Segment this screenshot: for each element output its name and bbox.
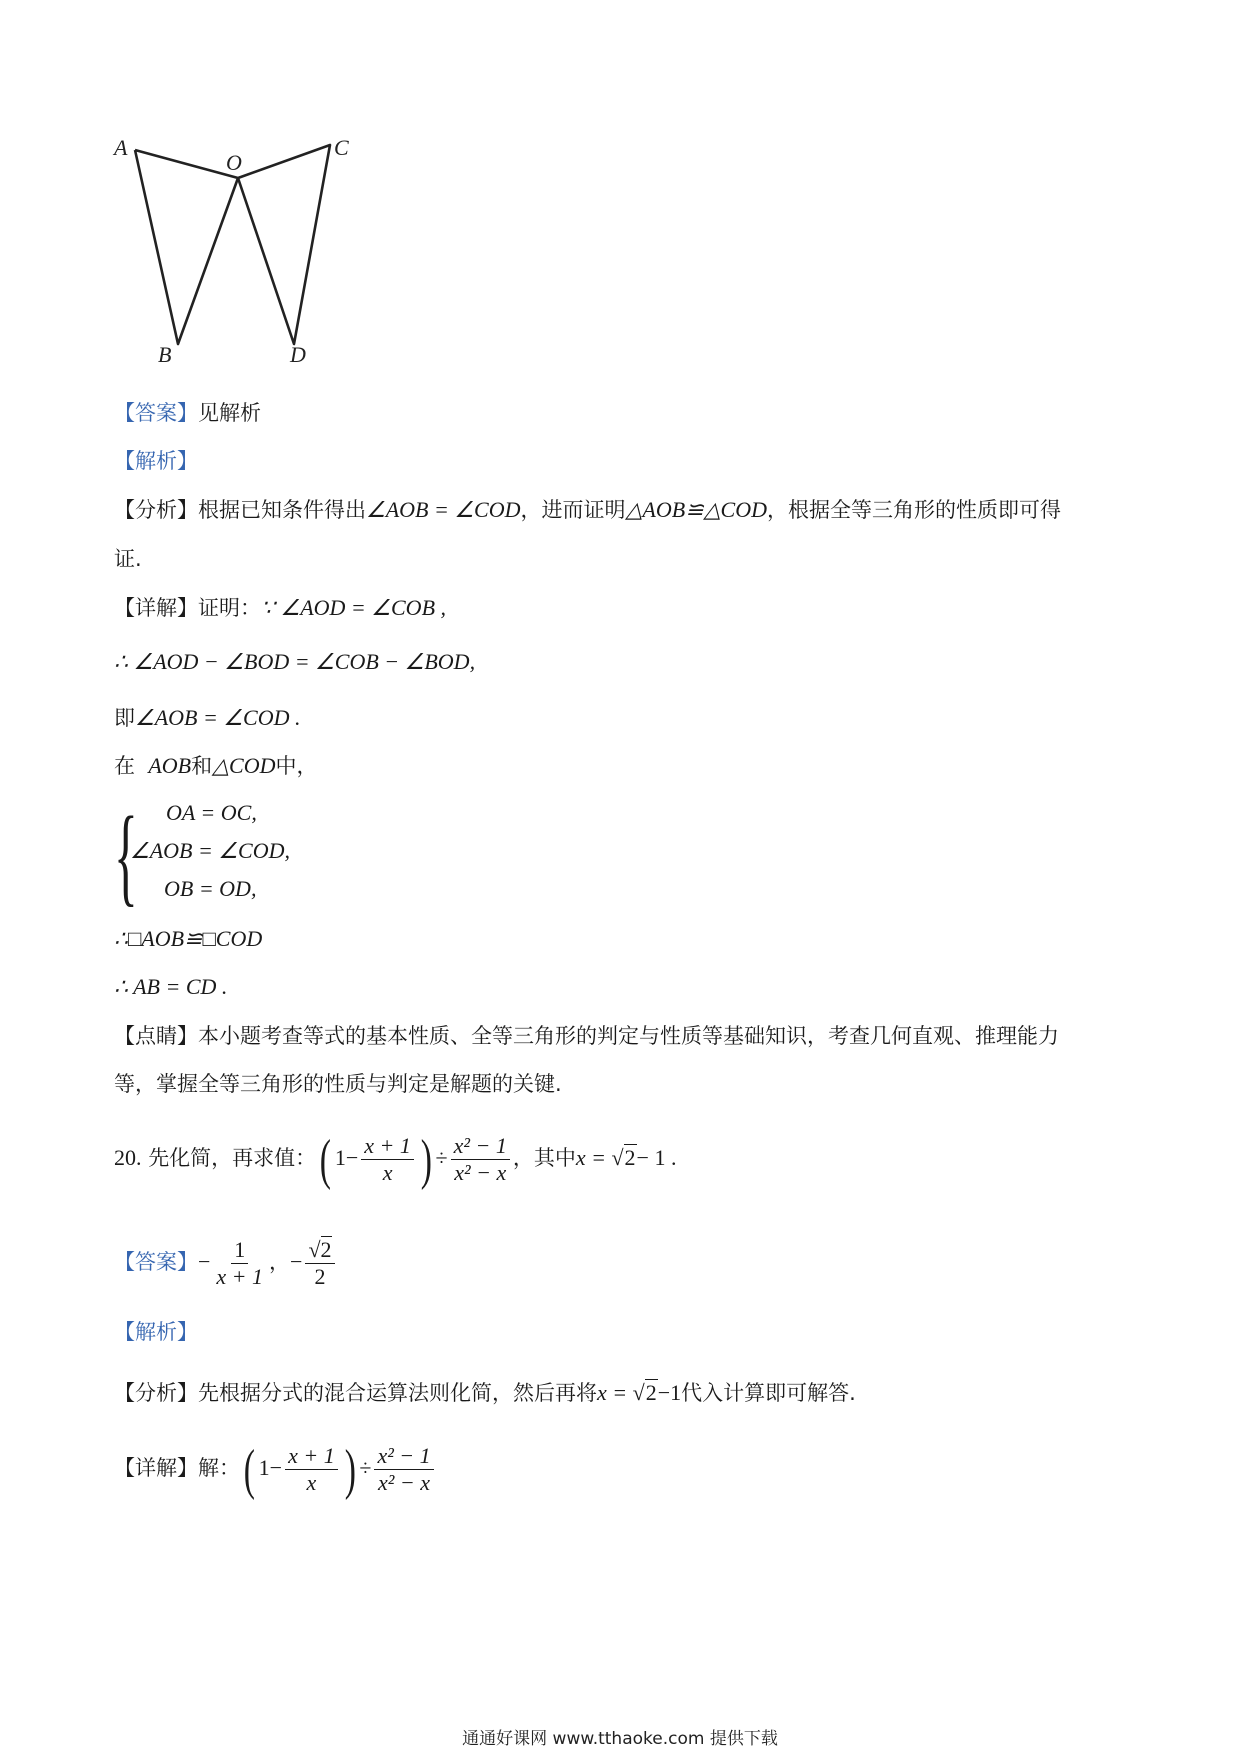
sol-frac-2 — [374, 1443, 433, 1496]
left-paren: ( — [319, 1128, 332, 1191]
frac1-den: x — [382, 1160, 393, 1185]
q19-dianjing-line-2 — [114, 1069, 562, 1099]
ans-frac1-num: 1 — [231, 1237, 248, 1264]
q19-step-5: ∴ AB = CD . — [114, 974, 228, 999]
sol-right-paren: ) — [344, 1438, 356, 1501]
q19-fenxi-line-2 — [114, 544, 142, 574]
fenxi-math-1: ∠AOB = ∠COD — [366, 497, 521, 522]
q20-fenxi-math: x = — [597, 1380, 633, 1405]
ans-frac2-num: √2 — [305, 1237, 334, 1264]
q19-step-2 — [114, 703, 301, 733]
xiangjie-tag: 【详解】 — [114, 596, 198, 620]
fenxi-text-3: ，根据全等三角形的性质即可得 — [767, 498, 1062, 522]
q20-answer-line — [114, 1232, 338, 1292]
right-paren: ) — [420, 1128, 432, 1191]
sol-one: 1 — [258, 1455, 270, 1480]
q20-cond-math: x = — [575, 1145, 612, 1170]
ans-sep: ， — [269, 1250, 291, 1274]
sol-frac-1 — [285, 1443, 338, 1496]
q20-one: 1 — [334, 1145, 346, 1170]
left-brace: { — [114, 794, 138, 916]
step3-math-2: △COD — [212, 753, 276, 778]
label-A: A — [114, 135, 128, 160]
frac2-num: x² − 1 — [451, 1133, 510, 1160]
q19-dianjing-line-1 — [114, 1021, 1059, 1051]
q19-fenxi-line — [114, 495, 1061, 525]
ans-frac2-den: 2 — [314, 1264, 326, 1289]
q20-sqrt: √2 — [611, 1145, 636, 1170]
ans-neg-2: − — [290, 1249, 303, 1274]
label-B: B — [158, 342, 172, 367]
q20-fenxi-text-1: 先根据分式的混合运算法则化简，然后再将 — [198, 1381, 597, 1405]
fenxi-text-1: 根据已知条件得出 — [198, 498, 366, 522]
sol-div: ÷ — [359, 1455, 372, 1480]
figure-left-triangle — [135, 150, 238, 344]
q20-cond-prefix: ，其中 — [512, 1146, 576, 1170]
page-footer: 通通好课网 www.tthaoke.com 提供下载 — [462, 1729, 778, 1749]
sqrt-radicand: 2 — [624, 1145, 636, 1170]
q20-fenxi-line — [114, 1378, 856, 1408]
step3-prefix: 在 — [114, 754, 135, 778]
ans-sqrt-radicand: 2 — [320, 1237, 332, 1262]
answer-tag: 【答案】 — [114, 401, 198, 425]
q20-fenxi-sqrt: √2 — [632, 1380, 657, 1405]
step3-mid: 和 — [191, 754, 213, 778]
q20-minus: − — [345, 1145, 359, 1170]
q20-answer-tag: 【答案】 — [114, 1250, 198, 1274]
q20-fenxi-text-2: 代入计算即可解答. — [681, 1381, 856, 1405]
q20-frac-1 — [361, 1133, 414, 1186]
equation-system — [114, 794, 414, 916]
ans-frac-1 — [213, 1237, 266, 1290]
system-row-2: ∠AOB = ∠COD, — [130, 838, 291, 863]
step3-suffix: 中， — [275, 754, 318, 778]
frac2-den: x² − x — [454, 1160, 507, 1185]
label-D: D — [290, 342, 306, 367]
step2-prefix: 即 — [114, 706, 135, 730]
label-O: O — [226, 150, 242, 175]
sol-frac2-den: x² − x — [378, 1470, 431, 1495]
sol-frac1-den: x — [306, 1470, 317, 1495]
q19-step-3 — [114, 751, 318, 781]
step2-math: ∠AOB = ∠COD . — [135, 705, 301, 730]
system-row-1: OA = OC, — [166, 800, 257, 825]
q20-xiangjie-tag: 【详解】 — [114, 1456, 198, 1480]
fenxi-sqrt-radicand: 2 — [645, 1380, 657, 1405]
q20-number: 20. — [114, 1145, 142, 1170]
dianjing-text-1: 本小题考查等式的基本性质、全等三角形的判定与性质等基础知识，考查几何直观、推理能力 — [198, 1024, 1059, 1048]
analysis-tag: 【解析】 — [114, 449, 198, 473]
q20-question — [114, 1128, 677, 1191]
q20-analysis-tag: 【解析】 — [114, 1320, 198, 1344]
answer-text: 见解析 — [198, 401, 261, 425]
q20-fenxi-minus-one: −1 — [657, 1380, 682, 1405]
fenxi-tag: 【分析】 — [114, 498, 198, 522]
q19-answer-line — [114, 398, 261, 428]
fenxi-math-2: △AOB≌△COD — [625, 497, 768, 522]
dianjing-text-2: 等，掌握全等三角形的性质与判定是解题的关键. — [114, 1072, 562, 1096]
xiangjie-math: ∵ ∠AOD = ∠COB , — [261, 595, 447, 620]
label-C: C — [334, 135, 349, 160]
q19-analysis-heading — [114, 446, 198, 476]
figure-right-triangle — [238, 145, 330, 344]
q20-fenxi-tag: 【分析】 — [114, 1381, 198, 1405]
geometry-figure — [100, 120, 360, 370]
dianjing-tag: 【点睛】 — [114, 1024, 198, 1048]
sol-minus: − — [269, 1455, 283, 1480]
sol-left-paren: ( — [243, 1438, 255, 1501]
ans-neg-1: − — [198, 1249, 211, 1274]
sol-frac1-num: x + 1 — [285, 1443, 338, 1470]
fenxi-text-2: ，进而证明 — [520, 498, 626, 522]
q19-step-1: ∴ ∠AOD − ∠BOD = ∠COB − ∠BOD, — [114, 649, 476, 674]
q20-xiangjie-line — [114, 1438, 437, 1501]
q20-analysis-heading — [114, 1317, 198, 1347]
frac1-num: x + 1 — [361, 1133, 414, 1160]
sol-frac2-num: x² − 1 — [374, 1443, 433, 1470]
ans-frac1-den: x + 1 — [216, 1264, 264, 1289]
q20-prompt: 先化简，再求值： — [148, 1146, 317, 1170]
system-row-3: OB = OD, — [164, 876, 257, 901]
q19-xiangjie-line — [114, 593, 446, 623]
step3-math-1: AOB — [148, 753, 192, 778]
q19-step-4: ∴□AOB≌□COD — [114, 926, 263, 951]
fenxi-text-4: 证. — [114, 547, 142, 571]
q20-div: ÷ — [435, 1145, 448, 1170]
q20-xiangjie-text: 解： — [198, 1456, 240, 1480]
xiangjie-text: 证明： — [198, 596, 261, 620]
q20-frac-2 — [451, 1133, 510, 1186]
q20-cond-tail: − 1 . — [636, 1145, 677, 1170]
ans-frac-2 — [305, 1237, 334, 1290]
